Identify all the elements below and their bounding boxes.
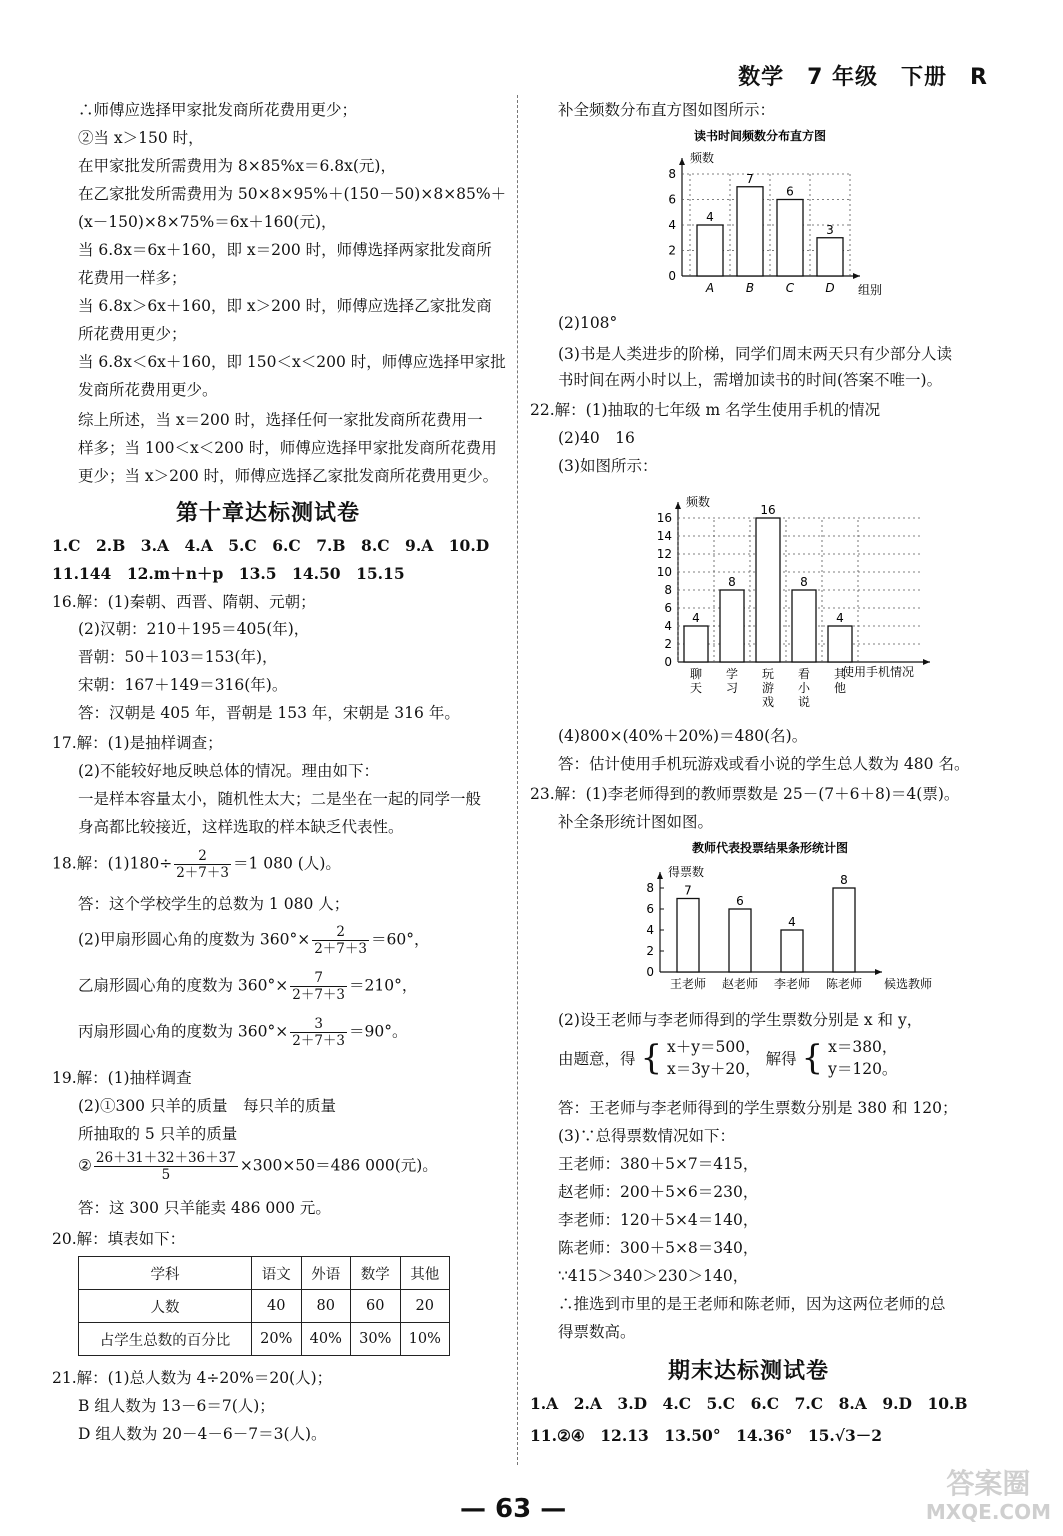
data-label: 6 <box>736 894 744 908</box>
q23-line: 得票数高。 <box>558 1323 636 1341</box>
q23-line: 答：王老师与李老师得到的学生票数分别是 380 和 120； <box>558 1099 958 1117</box>
equation: x＝380， <box>828 1038 898 1056</box>
fraction <box>290 1016 347 1049</box>
chart-phone-usage <box>630 478 1010 714</box>
x-axis-arrow <box>853 273 860 279</box>
q18-line1 <box>52 848 341 881</box>
q18-line4 <box>78 970 417 1003</box>
table-cell: 30% <box>351 1323 401 1356</box>
bar <box>792 590 816 662</box>
x-tick-char: 看 <box>797 667 811 681</box>
q18-text: 18.解：(1)180÷ <box>52 854 173 873</box>
chart-reading-histogram <box>650 124 1000 300</box>
q22-line: (3)如图所示： <box>558 457 658 475</box>
chart-title: 教师代表投票结果条形统计图 <box>691 841 849 855</box>
table-row <box>79 1257 450 1290</box>
page-header: 数学 7 年级 下册 R <box>738 65 988 90</box>
data-label: 7 <box>684 883 692 898</box>
table-cell: 10% <box>400 1323 450 1356</box>
q17-line: 身高都比较接近，这样选取的样本缺乏代表性。 <box>78 818 404 836</box>
q23-text: 解得 <box>765 1050 797 1068</box>
x-tick-label <box>834 666 847 695</box>
watermark-text: 答案圈 <box>946 1467 1031 1500</box>
q17-line: 17.解：(1)是抽样调查； <box>52 734 223 752</box>
q18-text: 丙扇形圆心角的度数为 360°× <box>78 1022 289 1041</box>
equation-system <box>667 1036 761 1080</box>
q17-line: 一是样本容量太小，随机性太大；二是坐在一起的同学一般 <box>78 790 482 808</box>
x-axis-arrow <box>875 969 882 975</box>
brace: { <box>640 1038 663 1078</box>
x-tick-char: 天 <box>689 681 703 695</box>
text-line: 当 6.8x＜6x＋160，即 150＜x＜200 时，师傅应选择甲家批 <box>78 353 506 371</box>
page-number: — 63 — <box>460 1494 567 1524</box>
r-line: (3)书是人类进步的阶梯，同学们周末两天只有少部分人读 <box>558 345 952 363</box>
data-label: 4 <box>692 611 700 625</box>
text-line: ∴师傅应选择甲家批发商所花费用更少； <box>78 101 358 119</box>
x-axis-arrow <box>923 659 930 665</box>
table-cell: 20 <box>400 1290 450 1323</box>
q19-text: ② <box>78 1156 92 1175</box>
choice-answers-row: 1.A 2.A 3.D 4.C 5.C 6.C 7.C 8.A 9.D 10.B <box>530 1394 968 1413</box>
equation: x＋y＝500， <box>667 1038 761 1056</box>
section-title-final: 期末达标测试卷 <box>668 1359 830 1384</box>
y-tick-label: 2 <box>668 243 676 258</box>
data-label: 3 <box>826 222 834 237</box>
q21-line: D 组人数为 20－4－6－7＝3(人)。 <box>78 1425 327 1443</box>
y-tick-label: 12 <box>656 547 672 561</box>
q18-text: ＝60°， <box>371 930 430 949</box>
fraction <box>174 848 231 881</box>
text-line: 样多；当 100＜x＜200 时，师傅应选择甲家批发商所花费用 <box>78 439 497 457</box>
x-tick-label: 赵老师 <box>721 977 759 991</box>
y-tick-label: 8 <box>668 167 676 181</box>
y-tick-label: 8 <box>646 881 654 895</box>
q16-line: 宋朝：167＋149＝316(年)。 <box>78 676 288 694</box>
q23-system-line <box>558 1036 897 1082</box>
fraction-denominator: 2＋7＋3 <box>292 987 346 1003</box>
text-line: 发商所花费用更少。 <box>78 381 218 399</box>
r-line: (2)108° <box>558 314 618 332</box>
brace: { <box>801 1038 824 1078</box>
y-tick-label: 6 <box>668 192 676 207</box>
table-cell: 人数 <box>79 1290 252 1323</box>
bar <box>720 590 744 662</box>
q18-line5 <box>78 1016 408 1049</box>
q19-text: ×300×50＝486 000(元)。 <box>239 1156 438 1175</box>
q18-text: ＝90°。 <box>349 1022 408 1041</box>
x-tick-char: 游 <box>761 681 775 695</box>
chart-teacher-votes <box>620 838 1020 998</box>
table-cell: 60 <box>351 1290 401 1323</box>
y-tick-label: 0 <box>664 655 672 669</box>
fraction-numerator: 26＋31＋32＋36＋37 <box>95 1150 236 1166</box>
x-tick-label <box>798 667 811 709</box>
q16-line: 16.解：(1)秦朝、西晋、隋朝、元朝； <box>52 593 316 611</box>
q19-line: (2)①300 只羊的质量 每只羊的质量 <box>78 1097 336 1115</box>
fraction-denominator: 2＋7＋3 <box>292 1033 346 1049</box>
q23-line: 赵老师：200＋5×6＝230， <box>558 1183 759 1201</box>
x-tick-char: 小 <box>797 681 811 695</box>
x-tick-label <box>690 667 702 695</box>
fraction-numerator: 3 <box>290 1016 347 1033</box>
y-axis-label: 得票数 <box>668 865 705 879</box>
x-axis-label: 使用手机情况 <box>842 665 915 679</box>
q20-line: 20.解：填表如下： <box>52 1230 186 1248</box>
x-tick-char: 其 <box>833 667 847 681</box>
y-tick-label: 0 <box>668 269 676 283</box>
bar <box>781 930 803 972</box>
q18-line3 <box>78 924 429 957</box>
x-tick-char: 习 <box>725 681 739 695</box>
fraction <box>290 970 347 1003</box>
data-label: 4 <box>706 210 714 224</box>
bar <box>697 225 723 276</box>
fraction-denominator: 2＋7＋3 <box>176 865 229 881</box>
y-tick-label: 8 <box>664 583 672 597</box>
x-tick-char: 他 <box>833 681 847 695</box>
data-label: 7 <box>746 171 754 186</box>
x-tick-char: 戏 <box>761 695 775 709</box>
watermark-logo <box>925 1467 1051 1526</box>
q23-line: ∴推选到市里的是王老师和陈老师，因为这两位老师的总 <box>558 1295 946 1313</box>
q16-line: 答：汉朝是 405 年，晋朝是 153 年，宋朝是 316 年。 <box>78 704 460 722</box>
y-tick-label: 2 <box>664 637 672 651</box>
equation: y＝120。 <box>828 1060 898 1078</box>
q23-text: 由题意，得 <box>558 1050 636 1068</box>
x-tick-label: B <box>745 281 755 295</box>
x-tick-label: 李老师 <box>773 977 811 991</box>
text-line: 在甲家批发所需费用为 8×85%x＝6.8x(元)， <box>78 157 396 175</box>
x-tick-char: 说 <box>797 695 811 709</box>
x-axis-label: 组别 <box>858 283 883 297</box>
q23-line: 李老师：120＋5×4＝140， <box>558 1211 759 1229</box>
table-cell: 其他 <box>400 1257 450 1290</box>
y-tick-label: 6 <box>664 601 672 615</box>
q18-text: ＝1 080 (人)。 <box>232 854 341 873</box>
table-cell: 语文 <box>252 1257 302 1290</box>
text-line: 当 6.8x＞6x＋160，即 x＞200 时，师傅应选择乙家批发商 <box>78 297 492 315</box>
text-line: (x－150)×8×75%＝6x＋160(元)， <box>78 213 337 231</box>
y-tick-label: 4 <box>664 619 672 633</box>
fill-answers-row: 11.②④ 12.13 13.50° 14.36° 15.√3－2 <box>530 1426 883 1445</box>
bar <box>756 518 780 662</box>
y-tick-label: 4 <box>668 218 676 232</box>
fill-answers-row: 11.144 12.m＋n＋p 13.5 14.50 15.15 <box>52 564 405 583</box>
table-cell: 占学生总数的百分比 <box>79 1323 252 1356</box>
table-cell: 学科 <box>79 1257 252 1290</box>
x-axis-label: 候选教师 <box>884 977 933 991</box>
q18-text: 乙扇形圆心角的度数为 360°× <box>78 976 289 995</box>
q19-line4 <box>78 1150 438 1183</box>
table-cell: 40% <box>301 1323 351 1356</box>
data-label: 6 <box>786 184 794 199</box>
r-line: 书时间在两小时以上，需增加读书的时间(答案不唯一)。 <box>558 371 943 389</box>
text-line: 所花费用更少； <box>78 325 187 343</box>
q23-line: 陈老师：300＋5×8＝340， <box>558 1239 759 1257</box>
x-tick-label: A <box>705 281 715 295</box>
y-tick-label: 14 <box>656 529 672 543</box>
y-tick-label: 6 <box>646 902 654 916</box>
x-tick-label: 王老师 <box>669 977 707 991</box>
data-label: 4 <box>788 915 796 929</box>
q23-line: (2)设王老师与李老师得到的学生票数分别是 x 和 y， <box>558 1011 923 1029</box>
table-cell: 80 <box>301 1290 351 1323</box>
data-label: 8 <box>800 575 808 589</box>
bar <box>729 909 751 972</box>
y-axis-arrow <box>675 502 681 509</box>
bar <box>684 626 708 662</box>
q18-text: (2)甲扇形圆心角的度数为 360°× <box>78 930 311 949</box>
x-tick-char: 玩 <box>761 667 775 681</box>
column-divider <box>517 95 518 1465</box>
data-label: 8 <box>840 873 848 887</box>
table-cell: 40 <box>252 1290 302 1323</box>
text-line: 花费用一样多； <box>78 269 187 287</box>
table-cell: 外语 <box>301 1257 351 1290</box>
y-axis-arrow <box>657 872 663 879</box>
text-line: 在乙家批发所需费用为 50×8×95%＋(150－50)×8×85%＋ <box>78 185 507 203</box>
y-tick-label: 10 <box>656 565 672 579</box>
text-line: 当 6.8x＝6x＋160，即 x＝200 时，师傅选择两家批发商所 <box>78 241 492 259</box>
y-tick-label: 16 <box>656 511 672 525</box>
bar <box>833 888 855 972</box>
text-line: 更少；当 x＞200 时，师傅应选择乙家批发商所花费用更少。 <box>78 467 499 485</box>
q20-table <box>78 1256 450 1356</box>
q19-line: 答：这 300 只羊能卖 486 000 元。 <box>78 1199 331 1217</box>
equation-system <box>828 1036 897 1080</box>
q23-line: 补全条形统计图如图。 <box>558 813 714 831</box>
y-axis-arrow <box>679 158 685 165</box>
q21-line: 21.解：(1)总人数为 4÷20%＝20(人)； <box>52 1369 333 1387</box>
r-line: 补全频数分布直方图如图所示： <box>558 101 776 119</box>
q17-line: (2)不能较好地反映总体的情况。理由如下： <box>78 762 379 780</box>
q22-line: 答：估计使用手机玩游戏或看小说的学生总人数为 480 名。 <box>558 755 970 773</box>
data-label: 4 <box>836 611 844 625</box>
data-label: 8 <box>728 575 736 589</box>
q23-line: ∵415＞340＞230＞140， <box>558 1267 749 1285</box>
fraction-denominator: 5 <box>161 1167 171 1183</box>
q16-line: 晋朝：50＋103＝153(年)， <box>78 648 278 666</box>
fraction <box>94 1150 238 1183</box>
chart-title: 读书时间频数分布直方图 <box>693 129 827 143</box>
equation: x＝3y＋20， <box>667 1060 761 1078</box>
fraction-numerator: 2 <box>174 848 231 865</box>
y-tick-label: 4 <box>646 923 654 937</box>
bar <box>817 238 843 276</box>
bar <box>828 626 852 662</box>
y-tick-label: 2 <box>646 944 654 958</box>
table-cell: 20% <box>252 1323 302 1356</box>
bar <box>777 200 803 277</box>
q19-line: 19.解：(1)抽样调查 <box>52 1069 192 1087</box>
choice-answers-row: 1.C 2.B 3.A 4.A 5.C 6.C 7.B 8.C 9.A 10.D <box>52 536 490 555</box>
fraction-denominator: 2＋7＋3 <box>314 941 367 957</box>
y-axis-label: 频数 <box>686 495 711 509</box>
section-title-chapter10: 第十章达标测试卷 <box>176 501 361 526</box>
bar <box>737 187 763 276</box>
q23-line: 王老师：380＋5×7＝415， <box>558 1155 759 1173</box>
x-tick-label: C <box>785 281 795 295</box>
data-label: 16 <box>760 503 776 517</box>
bar <box>677 899 699 973</box>
table-cell: 数学 <box>351 1257 401 1290</box>
q18-line2: 答：这个学校学生的总数为 1 080 人； <box>78 895 350 913</box>
q23-line: 23.解：(1)李老师得到的教师票数是 25－(7＋6＋8)＝4(票)。 <box>530 785 960 803</box>
fraction-numerator: 2 <box>312 924 369 941</box>
q21-line: B 组人数为 13－6＝7(人)； <box>78 1397 275 1415</box>
table-row <box>79 1323 450 1356</box>
q18-text: ＝210°， <box>349 976 418 995</box>
x-tick-char: 聊 <box>689 667 703 681</box>
y-tick-label: 0 <box>646 965 654 979</box>
x-tick-label: D <box>825 281 835 295</box>
x-tick-label <box>726 667 738 695</box>
text-line: 综上所述，当 x＝200 时，选择任何一家批发商所花费用一 <box>78 411 483 429</box>
q23-line: (3)∵总得票数情况如下： <box>558 1127 735 1145</box>
x-tick-label: 陈老师 <box>825 977 863 991</box>
y-axis-label: 频数 <box>690 151 715 165</box>
q16-line: (2)汉朝：210＋195＝405(年)， <box>78 620 310 638</box>
q22-line: (2)40 16 <box>558 429 635 447</box>
fraction-numerator: 7 <box>290 970 347 987</box>
q22-line: (4)800×(40%＋20%)＝480(名)。 <box>558 727 808 745</box>
x-tick-char: 学 <box>725 667 739 681</box>
fraction <box>312 924 369 957</box>
q22-line: 22.解：(1)抽取的七年级 m 名学生使用手机的情况 <box>530 401 881 419</box>
watermark-url: MXQE.COM <box>925 1500 1051 1524</box>
table-row <box>79 1290 450 1323</box>
text-line: ②当 x＞150 时， <box>78 129 204 147</box>
q19-line: 所抽取的 5 只羊的质量 <box>78 1125 238 1143</box>
x-tick-label <box>762 667 774 709</box>
